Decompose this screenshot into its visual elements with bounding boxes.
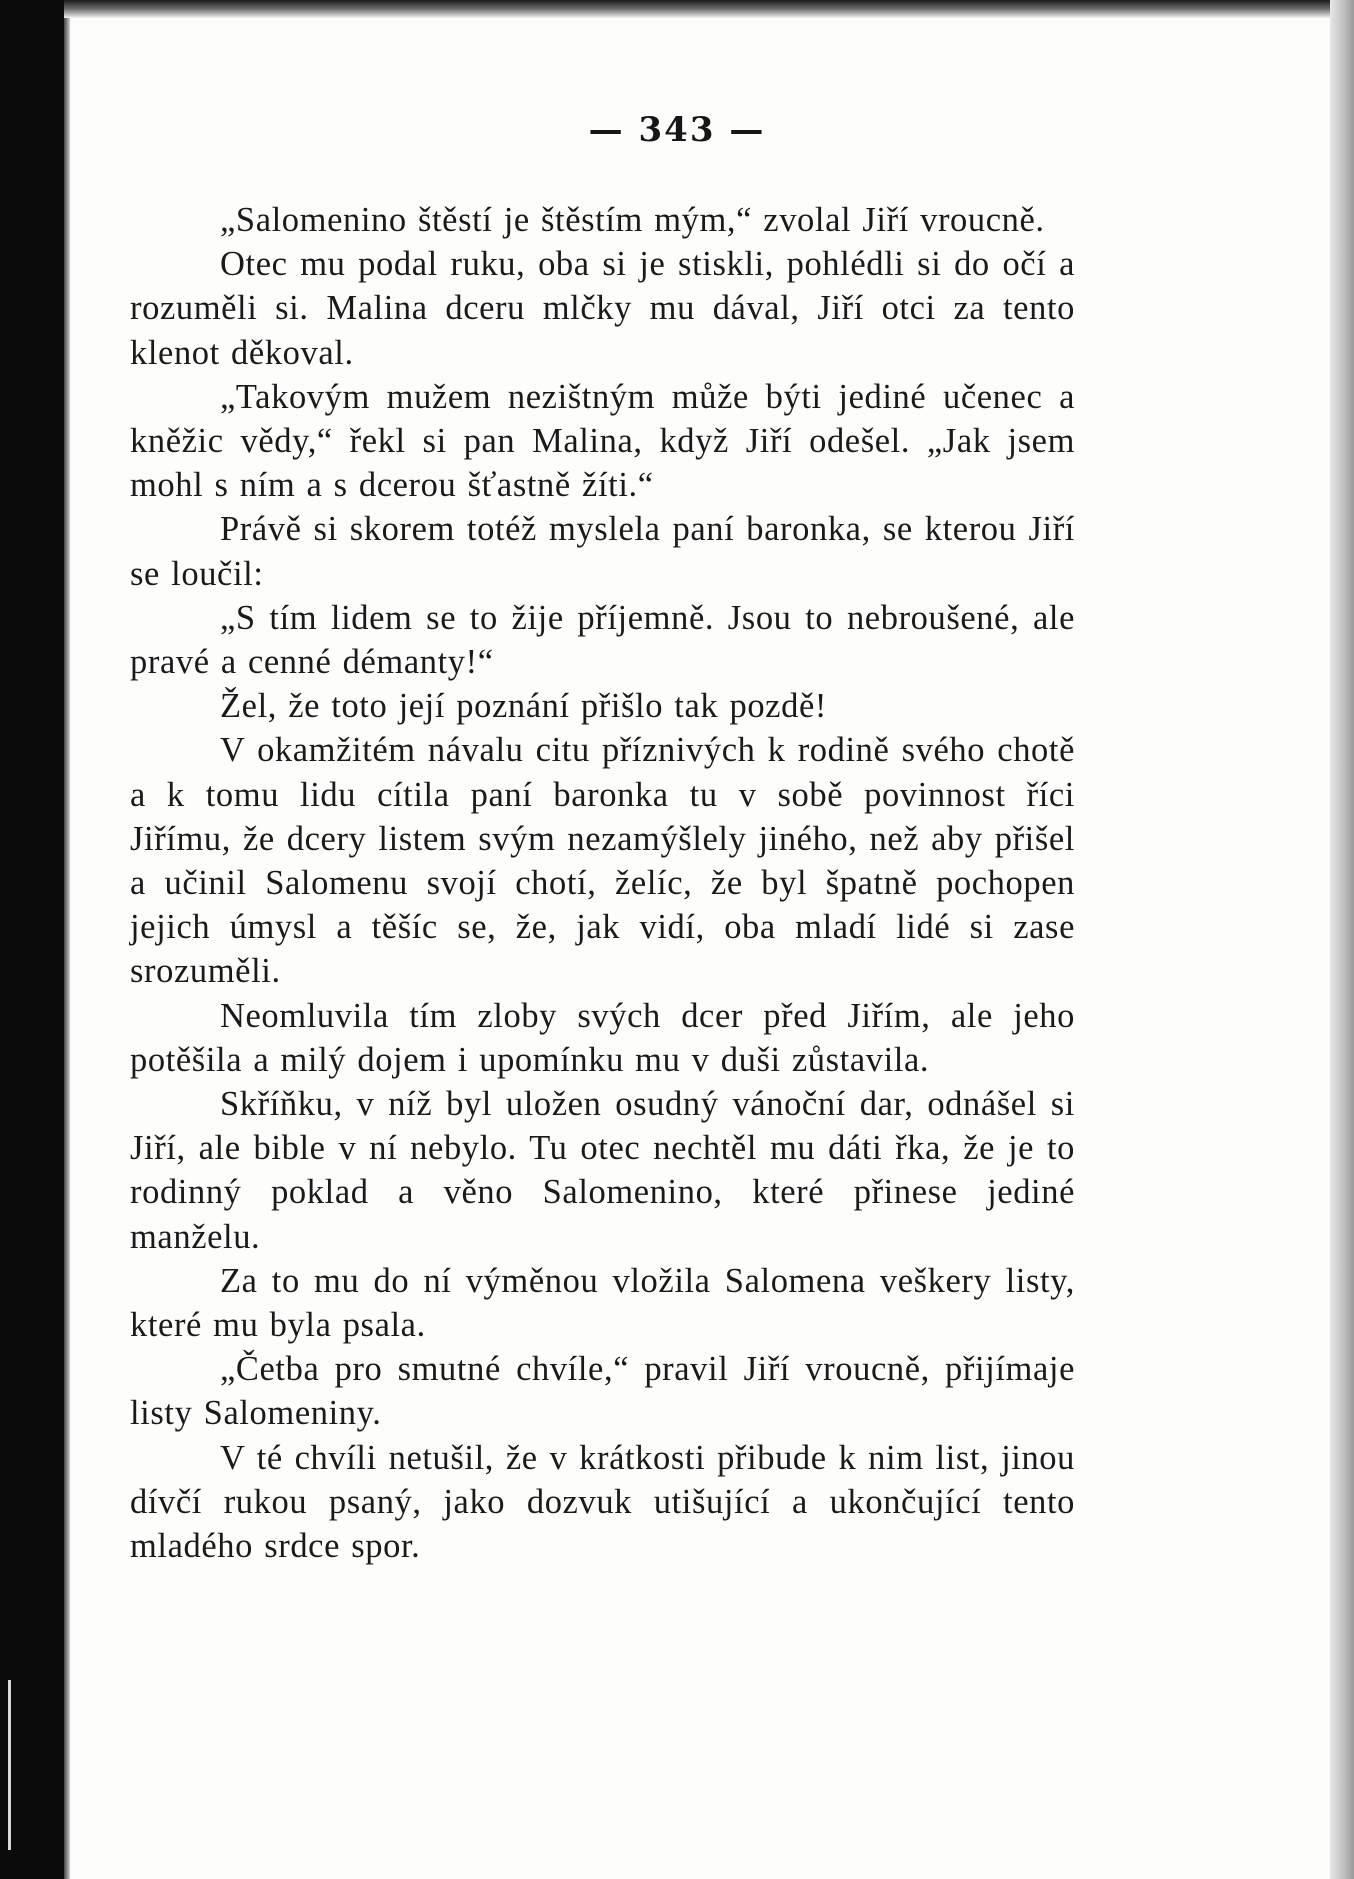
scan-border-left-shadow <box>64 0 70 1879</box>
scan-artifact-line <box>8 1680 11 1850</box>
scan-border-top <box>64 0 1354 18</box>
scan-border-left <box>0 0 64 1879</box>
paragraph: Za to mu do ní výměnou vložila Salomena veškery listy, které mu byla psala. <box>130 1261 1075 1345</box>
paragraph: „Takovým mužem nezištným může býti jediné učenec a kněžic vědy,“ řekl si pan Malina, když Jiří odešel. „Jak jsem mohl s ním a s dcerou šťastně žíti.“ <box>130 377 1075 505</box>
body-text <box>130 198 1075 1568</box>
scan-border-right <box>1330 0 1354 1879</box>
paragraph: „Četba pro smutné chvíle,“ pravil Jiří vroucně, přijímaje listy Salomeniny. <box>130 1350 1075 1433</box>
paragraph: Skříňku, v níž byl uložen osudný vánoční dar, odnášel si Jiří, ale bible v ní nebylo. Tu otec nechtěl mu dáti řka, že je to rodinný poklad a věno Salomenino, které přinese jediné manželu. <box>130 1085 1075 1256</box>
paragraph: V okamžitém návalu citu příznivých k rodině svého chotě a k tomu lidu cítila paní baronka tu v sobě povinnost říci Jiřímu, že dcery listem svým nezamýšlely jiného, než aby přišel a učinil Salomenu svojí chotí, želíc, že byl špatně pochopen jejich úmysl a těšíc se, že, jak vidí, oba mladí lidé si zase srozuměli. <box>130 731 1075 991</box>
page-number: — 343 — <box>588 110 766 150</box>
paragraph: Právě si skorem totéž myslela paní baronka, se kterou Jiří se loučil: <box>130 510 1075 593</box>
paragraph: V té chvíli netušil, že v krátkosti přibude k nim list, jinou dívčí rukou psaný, jako dozvuk utišující a ukončující tento mladého srdce spor. <box>130 1438 1075 1566</box>
paragraph: Neomluvila tím zloby svých dcer před Jiřím, ale jeho potěšila a milý dojem i upomínku mu v duši zůstavila. <box>130 996 1075 1079</box>
paragraph: Žel, že toto její poznání přišlo tak pozdě! <box>220 687 827 726</box>
paragraph: „S tím lidem se to žije příjemně. Jsou to nebroušené, ale pravé a cenné démanty!“ <box>130 598 1075 682</box>
paragraph: „Salomenino štěstí je štěstím mým,“ zvolal Jiří vroucně. <box>220 201 1045 239</box>
paragraph: Otec mu podal ruku, oba si je stiskli, pohlédli si do očí a rozuměli si. Malina dceru mlčky mu dával, Jiří otci za tento klenot děkoval. <box>130 245 1075 372</box>
